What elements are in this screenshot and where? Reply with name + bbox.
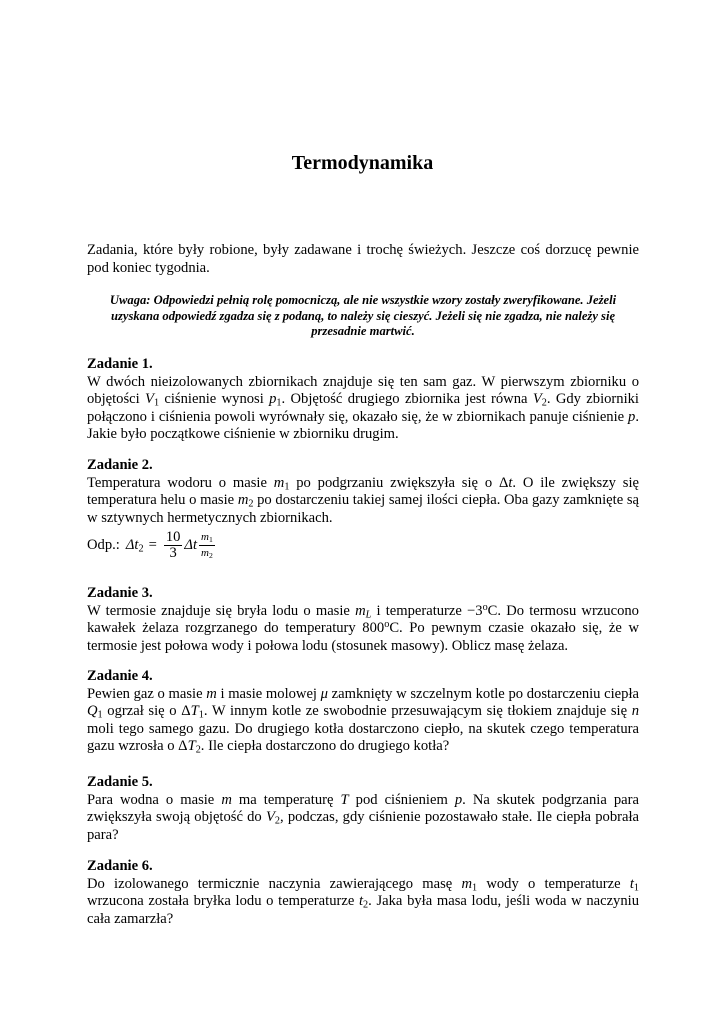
note-paragraph: Uwaga: Odpowiedzi pełnią rolę pomocniczą, ale nie wszystkie wzory zostały zweryfikowane. Jeżeli uzyskana odpowiedź zgadza się z podaną, to należy się cieszyć. Jeżeli się nie zgadza, nie należy się przesadnie martwić. [109,293,617,338]
text-run: 1 [153,397,160,409]
text-run: ciśnienie wynosi [159,391,270,408]
text-run: . Objętość drugiego zbiornika jest równa [281,391,533,408]
text-run: o [482,601,488,613]
formula-lhs: Δt [125,536,139,553]
text-run: t [629,875,634,892]
text-run: 2 [195,744,201,756]
task-1 [87,356,639,444]
text-run: . W innym kotle ze swobodnie przesuwającym się tłokiem znajduje się [203,703,632,720]
task-5 [87,774,639,844]
text-run: wody o temperaturze [477,875,630,892]
text-run: t [508,474,513,491]
task-text [87,374,639,444]
text-run: o [384,619,390,631]
text-run: W termosie znajduje się bryła lodu o masie [87,602,356,619]
text-run: p [269,391,277,408]
text-run: Do izolowanego termicznie naczynia zawierającego masę [87,875,462,892]
task-text [87,686,639,756]
text-run: V [145,391,154,408]
formula-mid: Δt [184,536,198,553]
formula-fraction-2 [199,530,215,561]
text-run: po dostarczeniu takiej samej ilości ciepła. Oba gazy zamknięte są w sztywnych hermetycznych zbiornikach. [87,492,639,526]
text-run: . Jaka była masa lodu, jeśli woda w naczyniu cała zamarzła? [87,893,639,927]
text-run: . O ile zwiększy się temperatura helu o masie [87,474,640,509]
task-heading: Zadanie 5. [87,774,153,790]
task-2 [87,457,639,563]
text-run: 1 [633,882,639,894]
text-run: pod ciśnieniem [348,791,455,808]
text-run: p [454,791,463,808]
text-run: m [461,875,473,892]
frac2-num: m [201,530,209,543]
text-run: po podgrzaniu zwiększyła się o Δ [289,474,509,491]
text-run: zamknięty w szczelnym kotle po dostarczeniu ciepła [328,685,639,702]
text-run: C. Do termosu wrzucono kawałek żelaza rozgrzanego do temperatury 800 [87,602,639,637]
text-run: Pewien gaz o masie [87,685,207,702]
task-heading: Zadanie 4. [87,668,153,684]
text-run: μ [320,685,328,702]
task-text [87,475,639,528]
text-run: t [358,893,364,910]
text-run: Q [87,703,98,720]
text-run: Temperatura wodoru o masie [87,474,274,491]
text-run: 1 [97,709,103,721]
text-run: ogrzał się o Δ [102,703,191,720]
frac2-num-sub: 1 [208,534,213,544]
text-run: m [273,474,285,491]
answer-formula [87,527,639,563]
text-run: 1 [284,481,290,493]
task-3 [87,585,639,655]
text-run: i masie molowej [216,685,321,702]
text-run: . Na skutek podgrzania para zwiększyła swoją objętość do [87,791,639,826]
text-run: V [532,391,542,408]
text-run: T [190,703,199,720]
text-run: C. Po pewnym czasie okazało się, że w termosie jest połowa wody i połowa lodu (stosunek masowy). Oblicz masę żelaza. [87,620,639,654]
formula-eq: = [148,536,157,553]
text-run: T [187,738,196,755]
text-run: 2 [274,815,280,827]
task-heading: Zadanie 6. [87,858,153,874]
text-run: n [631,703,639,720]
text-run: 2 [541,397,547,409]
text-run: . Jakie było początkowe ciśnienie w zbiorniku drugim. [87,408,639,443]
text-run: V [265,809,275,826]
task-4 [87,668,639,756]
text-run: m [206,685,217,702]
intro-paragraph: Zadania, które były robione, były zadawane i trochę świeżych. Jeszcze coś dorzucę pewnie pod koniec tygodnia. [87,242,639,276]
text-run: 2 [248,498,254,510]
text-run: L [365,609,372,621]
text-run: W dwóch nieizolowanych zbiornikach znajduje się ten sam gaz. W pierwszym zbiorniku o objętości [87,373,639,408]
text-run: . Gdy zbiorniki połączono i ciśnienia powoli wyrównały się, okazało się, że w zbiornikach panuje ciśnienie [87,391,639,425]
formula-num: 10 [165,528,181,545]
task-text [87,603,639,656]
text-run: p [628,408,636,425]
formula-fraction-1 [164,530,183,561]
answer-label: Odp.: [87,536,120,553]
task-heading: Zadanie 2. [87,457,153,473]
formula-den: 3 [169,544,177,561]
frac2-den: m [201,546,209,559]
text-run: . Ile ciepła dostarczono do drugiego kotła? [200,738,450,755]
text-run: 1 [472,882,478,894]
text-run: wrzucona została bryłka lodu o temperaturze [87,893,359,910]
task-6 [87,858,639,928]
page-title: Termodynamika [291,152,434,174]
text-run: , podczas, gdy ciśnienie pozostawało stałe. Ile ciepła pobrała para? [87,809,640,843]
formula-lhs-sub: 2 [138,543,144,555]
text-run: Para wodna o masie [87,791,222,808]
text-run: 1 [276,397,282,409]
frac2-den-sub: 2 [208,550,213,560]
text-run: m [221,791,232,808]
text-run: ma temperaturę [231,791,341,808]
task-text [87,792,639,845]
task-heading: Zadanie 3. [87,585,153,601]
text-run: 2 [363,899,369,911]
task-heading: Zadanie 1. [87,356,153,372]
text-run: m [237,492,249,509]
text-run: i temperaturze −3 [371,602,483,619]
text-run: T [340,791,349,808]
text-run: m [355,602,366,619]
task-text [87,876,639,929]
text-run: moli tego samego gazu. Do drugiego kotła dostarczono ciepło, na skutek czego temperatura gazu wzrosła o Δ [87,720,639,755]
text-run: 1 [198,709,204,721]
